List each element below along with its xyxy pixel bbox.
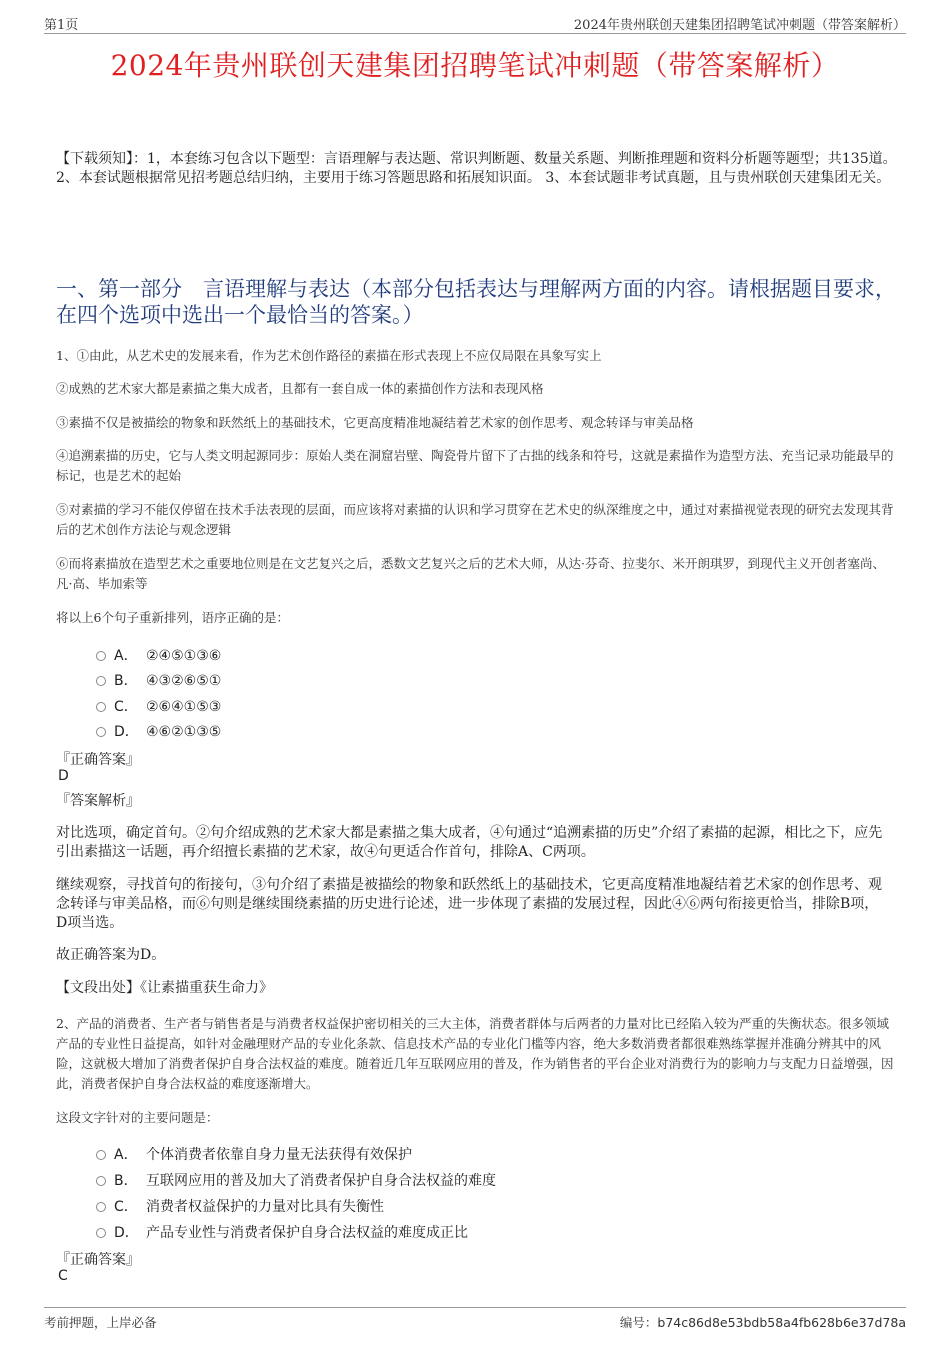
header-doc-title: 2024年贵州联创天建集团招聘笔试冲刺题（带答案解析）	[573, 18, 906, 33]
q1-option-a[interactable]: A． ②④⑤①③⑥	[96, 645, 221, 665]
q1-sentence-6: ⑥而将素描放在造型艺术之重要地位则是在文艺复兴之后，悉数文艺复兴之后的艺术大师，从达·芬奇、拉斐尔、米开朗琪罗，到现代主义开创者塞尚、凡·高、毕加索等	[56, 556, 885, 591]
q2-option-c[interactable]: C． 消费者权益保护的力量对比具有失衡性	[96, 1196, 384, 1216]
q1-analysis-title: 『答案解析』	[56, 793, 140, 809]
q2-stem: 这段文字针对的主要问题是：	[56, 1110, 219, 1125]
q1-stem: 将以上6个句子重新排列，语序正确的是：	[56, 610, 289, 625]
q1-option-d[interactable]: D． ④⑥②①③⑤	[96, 721, 221, 741]
radio-icon[interactable]	[96, 702, 106, 712]
q2-option-b[interactable]: B． 互联网应用的普及加大了消费者保护自身合法权益的难度	[96, 1170, 496, 1190]
q2-answer: C	[58, 1268, 68, 1284]
q1-analysis-p3: 故正确答案为D。	[56, 947, 166, 963]
section-heading: 一、第一部分 言语理解与表达（本部分包括表达与理解两方面的内容。请根据题目要求，在四个选项中选出一个最恰当的答案。）	[56, 277, 896, 327]
radio-icon[interactable]	[96, 1176, 106, 1186]
footer-slogan: 考前押题，上岸必备	[44, 1315, 157, 1330]
page-number: 第1页	[44, 18, 79, 33]
q1-sentence-1: 1、①由此，从艺术史的发展来看，作为艺术创作路径的素描在形式表现上不应仅局限在具象写实上	[56, 348, 602, 363]
q1-sentence-4: ④追溯素描的历史，它与人类文明起源同步：原始人类在洞窟岩壁、陶瓷骨片留下了古拙的线条和符号，这就是素描作为造型方法、充当记录功能最早的标记，也是艺术的起始	[56, 448, 894, 483]
footer-divider	[44, 1307, 906, 1308]
radio-icon[interactable]	[96, 727, 106, 737]
footer-serial: 编号：b74c86d8e53bdb58a4fb628b6e37d78a	[619, 1315, 906, 1330]
q2-answer-title: 『正确答案』	[56, 1252, 140, 1268]
q1-analysis-p2: 继续观察，寻找首句的衔接句，③句介绍了素描是被描绘的物象和跃然纸上的基础技术，它更高度精准地凝结着艺术家的创作思考、观念转译与审美品格，而⑥句则是继续围绕素描的历史进行论述，进一步体现了素描的发展过程，因此④⑥两句衔接更恰当，排除B项，D项当选。	[56, 877, 882, 931]
q1-sentence-3: ③素描不仅是被描绘的物象和跃然纸上的基础技术，它更高度精准地凝结着艺术家的创作思考、观念转译与审美品格	[56, 415, 694, 430]
q2-text: 2、产品的消费者、生产者与销售者是与消费者权益保护密切相关的三大主体，消费者群体与后两者的力量对比已经陷入较为严重的失衡状态。很多领域产品的专业性日益提高，如针对金融理财产品的专业化条款、信息技术产品的专业化门槛等内容，绝大多数消费者都很难熟练掌握并准确分辨其中的风险，这就极大增加了消费者保护自身合法权益的难度。随着近几年互联网应用的普及，作为销售者的平台企业对消费行为的影响力与支配力日益增强，因此，消费者保护自身合法权益的难度逐渐增大。	[56, 1016, 894, 1091]
radio-icon[interactable]	[96, 676, 106, 686]
header-divider	[44, 33, 906, 34]
page-header	[44, 14, 906, 32]
q1-answer: D	[58, 768, 69, 784]
q2-option-a[interactable]: A． 个体消费者依靠自身力量无法获得有效保护	[96, 1144, 412, 1164]
q1-option-c[interactable]: C． ②⑥④①⑤③	[96, 696, 221, 716]
q1-analysis-p1: 对比选项，确定首句。②句介绍成熟的艺术家大都是素描之集大成者，④句通过“追溯素描的历史”介绍了素描的起源，相比之下，应先引出素描这一话题，再介绍擅长素描的艺术家，故④句更适合作首句，排除A、C两项。	[56, 825, 883, 860]
radio-icon[interactable]	[96, 1228, 106, 1238]
document-title: 2024年贵州联创天建集团招聘笔试冲刺题（带答案解析）	[110, 49, 840, 82]
q1-answer-title: 『正确答案』	[56, 752, 140, 768]
download-notice: 【下载须知】：1，本套练习包含以下题型：言语理解与表达题、常识判断题、数量关系题、判断推理题和资料分析题等题型；共135道。 2、本套试题根据常见招考题总结归纳，主要用于练习答题思路和拓展知识面。 3、本套试题非考试真题，且与贵州联创天建集团无关。	[56, 151, 897, 186]
q2-option-d[interactable]: D． 产品专业性与消费者保护自身合法权益的难度成正比	[96, 1222, 468, 1242]
radio-icon[interactable]	[96, 1150, 106, 1160]
q1-sentence-2: ②成熟的艺术家大都是素描之集大成者，且都有一套自成一体的素描创作方法和表现风格	[56, 381, 544, 396]
q1-sentence-5: ⑤对素描的学习不能仅停留在技术手法表现的层面，而应该将对素描的认识和学习贯穿在艺术史的纵深维度之中，通过对素描视觉表现的研究去发现其背后的艺术创作方法论与观念逻辑	[56, 502, 894, 537]
q1-option-b[interactable]: B． ④③②⑥⑤①	[96, 670, 221, 690]
radio-icon[interactable]	[96, 651, 106, 661]
q1-source: 【文段出处】《让素描重获生命力》	[56, 980, 273, 996]
radio-icon[interactable]	[96, 1202, 106, 1212]
